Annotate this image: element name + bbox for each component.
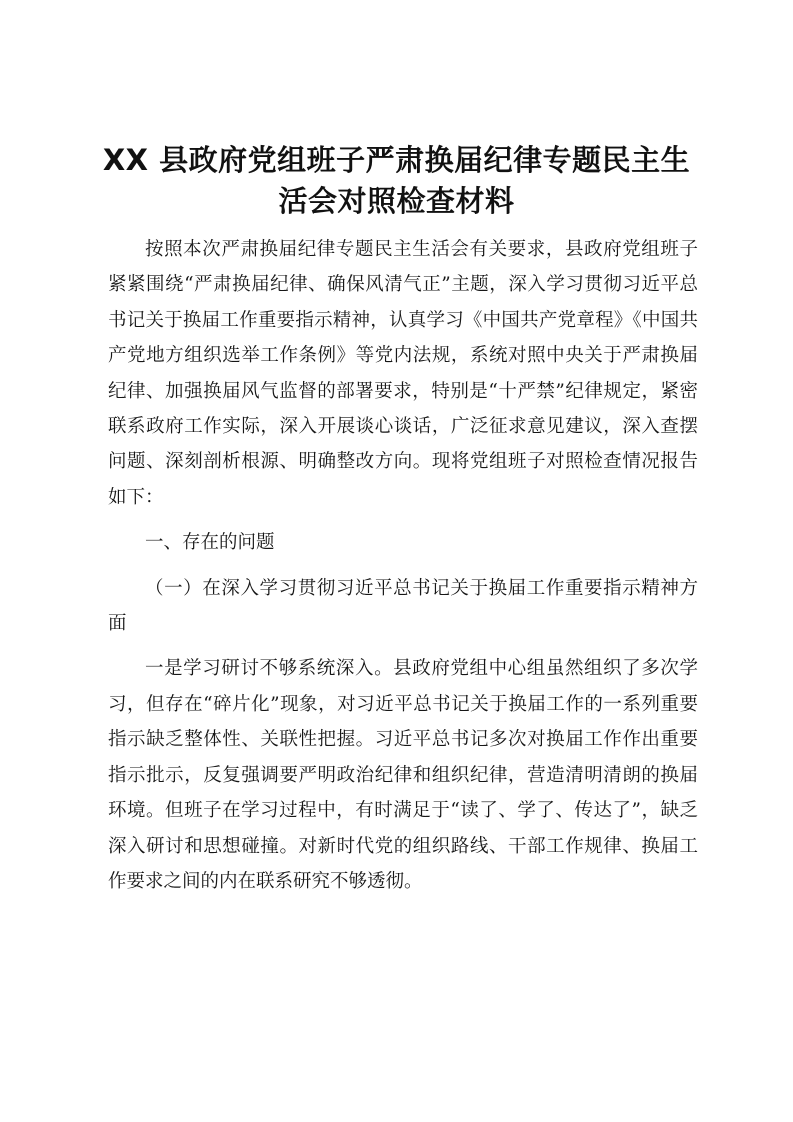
point-one-paragraph: 一是学习研讨不够系统深入。县政府党组中心组虽然组织了多次学习，但存在“碎片化”现象，对习近平总书记关于换届工作的一系列重要指示缺乏整体性、关联性把握。习近平总书记多次对换届工作作出重要指示批示，反复强调要严明政治纪律和组织纪律，营造清明清朗的换届环境。但班子在学习过程中，有时满足于“读了、学了、传达了”，缺乏深入研讨和思想碰撞。对新时代党的组织路线、干部工作规律、换届工作要求之间的内在联系研究不够透彻。 — [108, 658, 698, 892]
section-heading-problems: 一、存在的问题 — [145, 532, 275, 554]
title-line-2: 活会对照检查材料 — [278, 184, 515, 218]
document-title — [100, 140, 693, 222]
title-line-1: XX 县政府党组班子严肃换届纪律专题民主生 — [102, 143, 691, 177]
document-body — [108, 232, 698, 899]
intro-paragraph: 按照本次严肃换届纪律专题民主生活会有关要求，县政府党组班子紧紧围绕“严肃换届纪律、确保风清气正”主题，深入学习贯彻习近平总书记关于换届工作重要指示精神，认真学习《中国共产党章程》《中国共产党地方组织选举工作条例》等党内法规，系统对照中央关于严肃换届纪律、加强换届风气监督的部署要求，特别是“十严禁”纪律规定，紧密联系政府工作实际，深入开展谈心谈话，广泛征求意见建议，深入查摆问题、深刻剖析根源、明确整改方向。现将党组班子对照检查情况报告如下： — [108, 239, 698, 508]
subsection-heading-study: （一）在深入学习贯彻习近平总书记关于换届工作重要指示精神方面 — [108, 577, 698, 635]
